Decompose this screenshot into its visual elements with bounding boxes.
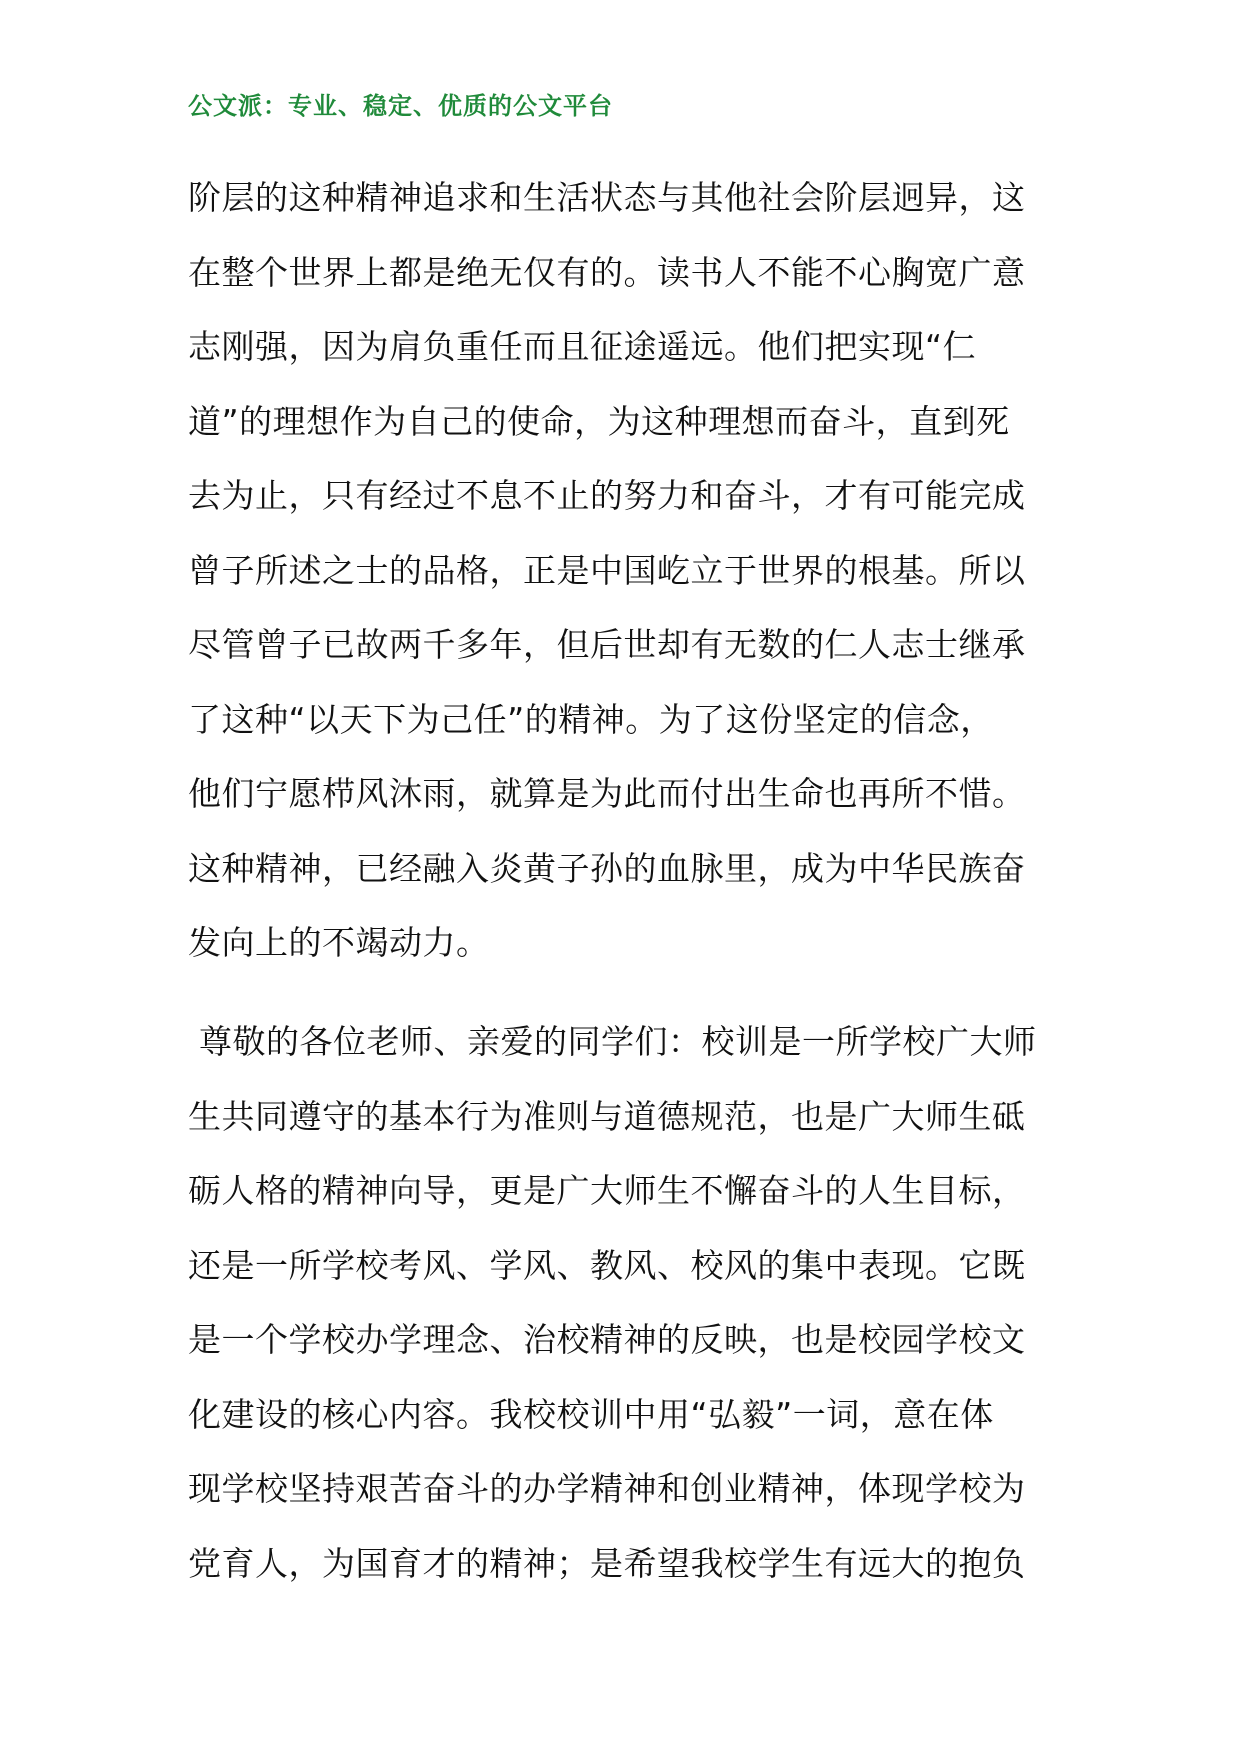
text-line: 这种精神，已经融入炎黄子孙的血脉里，成为中华民族奋 xyxy=(188,848,1026,888)
text-line: 道”的理想作为自己的使命，为这种理想而奋斗，直到死 xyxy=(188,401,1010,441)
text-line: 是一个学校办学理念、治校精神的反映，也是校园学校文 xyxy=(188,1320,1026,1359)
text-line: 了这种“以天下为己任”的精神。为了这份坚定的信念， xyxy=(188,699,994,739)
text-line: 生共同遵守的基本行为准则与道德规范，也是广大师生砥 xyxy=(188,1096,1026,1136)
text-line: 志刚强，因为肩负重任而且征途遥远。他们把实现“仁 xyxy=(188,327,977,366)
text-line: 他们宁愿栉风沐雨，就算是为此而付出生命也再所不惜。 xyxy=(188,774,1026,813)
text-line: 阶层的这种精神追求和生活状态与其他社会阶层迥异，这 xyxy=(188,178,1026,217)
paragraph-2 xyxy=(188,1005,1058,1601)
text-line: 曾子所述之士的品格，正是中国屹立于世界的根基。所以 xyxy=(188,550,1026,590)
text-line: 还是一所学校考风、学风、教风、校风的集中表现。它既 xyxy=(188,1245,1026,1285)
text-line: 去为止，只有经过不息不止的努力和奋斗，才有可能完成 xyxy=(188,476,1026,515)
text-line: 党育人，为国育才的精神；是希望我校学生有远大的抱负 xyxy=(188,1543,1026,1583)
paragraph-1 xyxy=(188,161,1058,981)
page-header: 公文派：专业、稳定、优质的公文平台 xyxy=(188,91,613,120)
text-line: 化建设的核心内容。我校校训中用“弘毅”一词，意在体 xyxy=(188,1394,994,1434)
text-line: 发向上的不竭动力。 xyxy=(188,923,490,962)
text-line: 尊敬的各位老师、亲爱的同学们：校训是一所学校广大师 xyxy=(188,1022,1037,1061)
text-line: 尽管曾子已故两千多年，但后世却有无数的仁人志士继承 xyxy=(188,625,1026,664)
text-line: 砺人格的精神向导，更是广大师生不懈奋斗的人生目标， xyxy=(188,1171,1026,1210)
text-line: 在整个世界上都是绝无仅有的。读书人不能不心胸宽广意 xyxy=(188,252,1026,292)
text-line: 现学校坚持艰苦奋斗的办学精神和创业精神，体现学校为 xyxy=(188,1469,1026,1508)
